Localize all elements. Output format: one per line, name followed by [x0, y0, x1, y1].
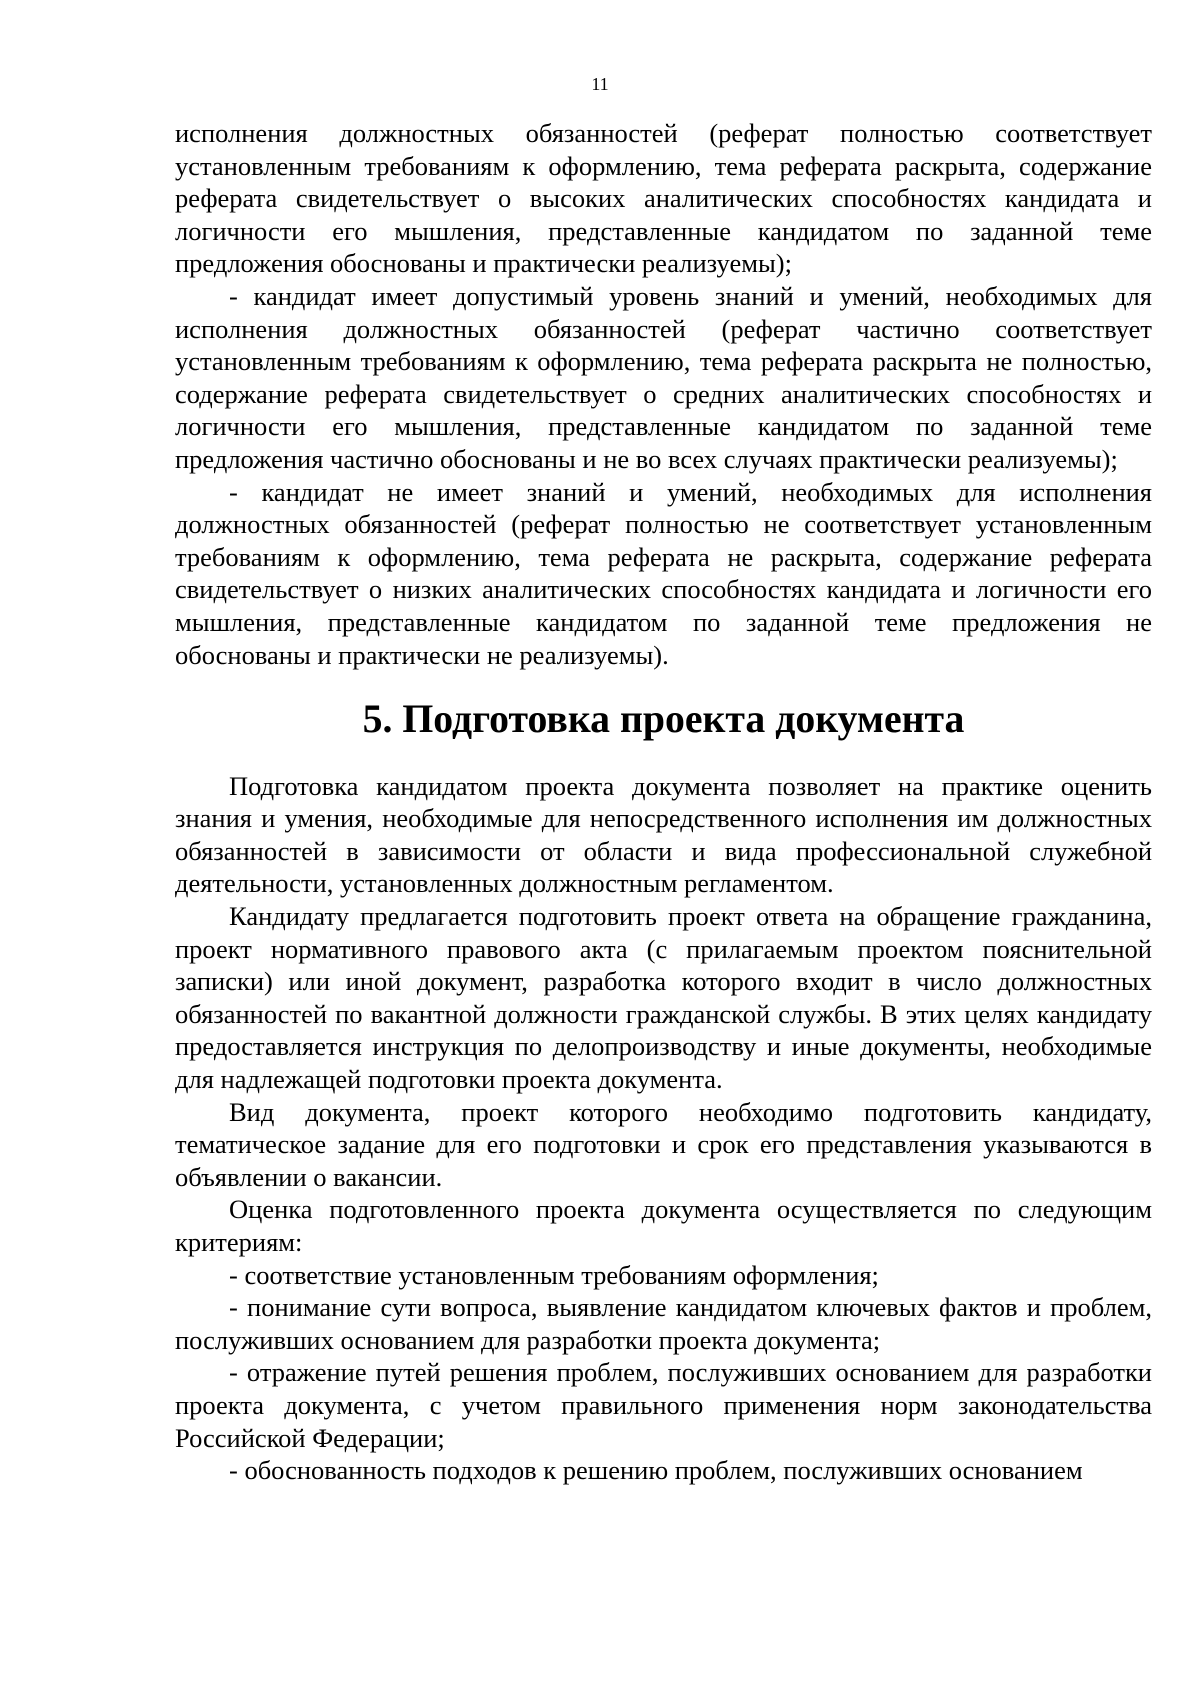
page-number: 11	[591, 74, 609, 94]
document-body	[175, 117, 1152, 1487]
paragraph: Вид документа, проект которого необходимо подготовить кандидату, тематическое задание для его подготовки и срок его представления указываются в объявлении о вакансии.	[175, 1096, 1152, 1192]
list-item: - обоснованность подходов к решению проблем, послуживших основанием	[229, 1455, 1083, 1486]
paragraph: Подготовка кандидатом проекта документа позволяет на практике оценить знания и умения, необходимые для непосредственного исполнения им должностных обязанностей в зависимости от области и вида профессиональной служебной деятельности, установленных должностным регламентом.	[175, 770, 1152, 899]
list-item: - понимание сути вопроса, выявление кандидатом ключевых фактов и проблем, послуживших основанием для разработки проекта документа;	[175, 1292, 1152, 1355]
list-item: - соответствие установленным требованиям оформления;	[229, 1259, 879, 1290]
list-item: - отражение путей решения проблем, послуживших основанием для разработки проекта документа, с учетом правильного применения норм законодательства Российской Федерации;	[175, 1357, 1152, 1453]
paragraph-criterion-acceptable: - кандидат имеет допустимый уровень знаний и умений, необходимых для исполнения должностных обязанностей (реферат частично соответствует установленным требованиям к оформлению, тема реферата раскрыта не полностью, содержание реферата свидетельствует о средних аналитических способностях и логичности его мышления, представленные кандидатом по заданной теме предложения частично обоснованы и не во всех случаях практически реализуемы);	[175, 280, 1152, 474]
paragraph: Кандидату предлагается подготовить проект ответа на обращение гражданина, проект нормативного правового акта (с прилагаемым проектом пояснительной записки) или иной документ, разработка которого входит в число должностных обязанностей по вакантной должности гражданской службы. В этих целях кандидату предоставляется инструкция по делопроизводству и иные документы, необходимые для надлежащей подготовки проекта документа.	[175, 901, 1152, 1095]
paragraph-continued: исполнения должностных обязанностей (реферат полностью соответствует установленным требованиям к оформлению, тема реферата раскрыта, содержание реферата свидетельствует о высоких аналитических способностях кандидата и логичности его мышления, представленные кандидатом по заданной теме предложения обоснованы и практически реализуемы);	[175, 118, 1152, 279]
paragraph-criterion-insufficient: - кандидат не имеет знаний и умений, необходимых для исполнения должностных обязанностей (реферат полностью не соответствует установленным требованиям к оформлению, тема реферата не раскрыта, содержание реферата свидетельствует о низких аналитических способностях кандидата и логичности его мышления, представленные кандидатом по заданной теме предложения не обоснованы и практически не реализуемы).	[175, 476, 1152, 670]
section-heading: 5. Подготовка проекта документа	[362, 697, 965, 742]
paragraph: Оценка подготовленного проекта документа осуществляется по следующим критериям:	[175, 1194, 1152, 1257]
